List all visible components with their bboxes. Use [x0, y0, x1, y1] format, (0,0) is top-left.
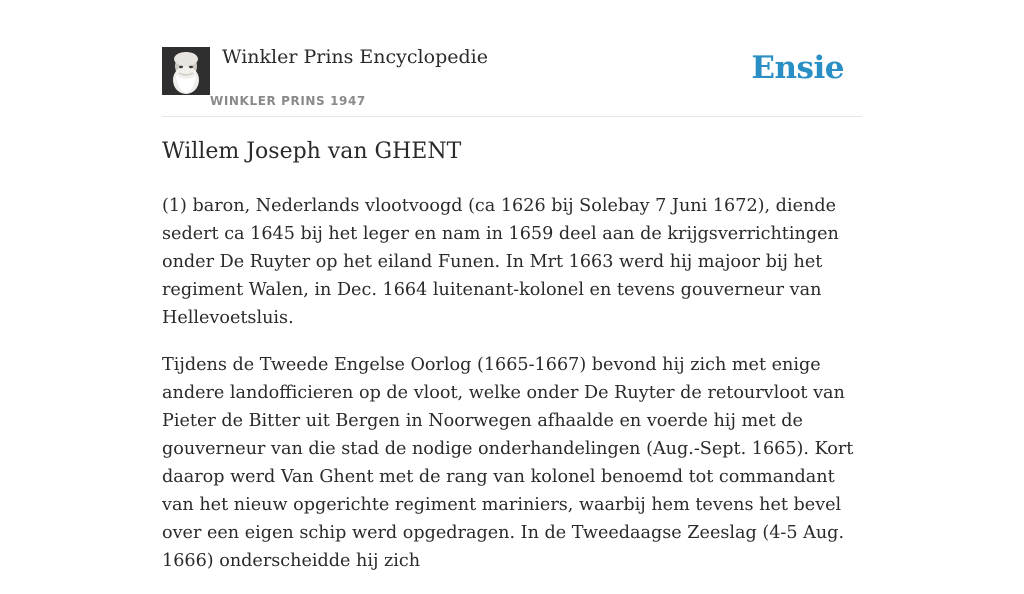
bearded-portrait-icon [162, 47, 210, 95]
article-header [162, 0, 862, 117]
article-title: Willem Joseph van GHENT [162, 139, 462, 164]
article-paragraph-1: (1) baron, Nederlands vlootvoogd (ca 1626 bij Solebay 7 Juni 1672), diende sedert ca 1645 bij het leger en nam in 1659 deel aan de krijgsverrichtingen onder De Ruyter op het eiland Funen. In Mrt 1663 werd hij majoor bij het regiment Walen, in Dec. 1664 luitenant-kolonel en tevens gouverneur van Hellevoetsluis. [162, 196, 839, 328]
article-page [162, 0, 862, 571]
publication-name[interactable]: Winkler Prins Encyclopedie [222, 46, 488, 68]
article-paragraph-2: Tijdens de Tweede Engelse Oorlog (1665-1667) bevond hij zich met enige andere landofficieren op de vloot, welke onder De Ruyter de retourvloot van Pieter de Bitter uit Bergen in Noorwegen afhaalde en voerde hij met de gouverneur van die stad de nodige onderhandelingen (Aug.-Sept. 1665). Kort daarop werd Van Ghent met de rang van kolonel benoemd tot commandant van het nieuw opgerichte regiment mariniers, waarbij hem tevens het bevel over een eigen schip werd opgedragen. In de Tweedaagse Zeeslag (4-5 Aug. 1666) onderscheidde hij zich [162, 355, 854, 571]
ensie-logo[interactable]: Ensie [751, 50, 844, 86]
article-body [162, 192, 862, 594]
collection-label[interactable]: WINKLER PRINS 1947 [210, 94, 366, 108]
publication-avatar[interactable] [162, 47, 210, 95]
